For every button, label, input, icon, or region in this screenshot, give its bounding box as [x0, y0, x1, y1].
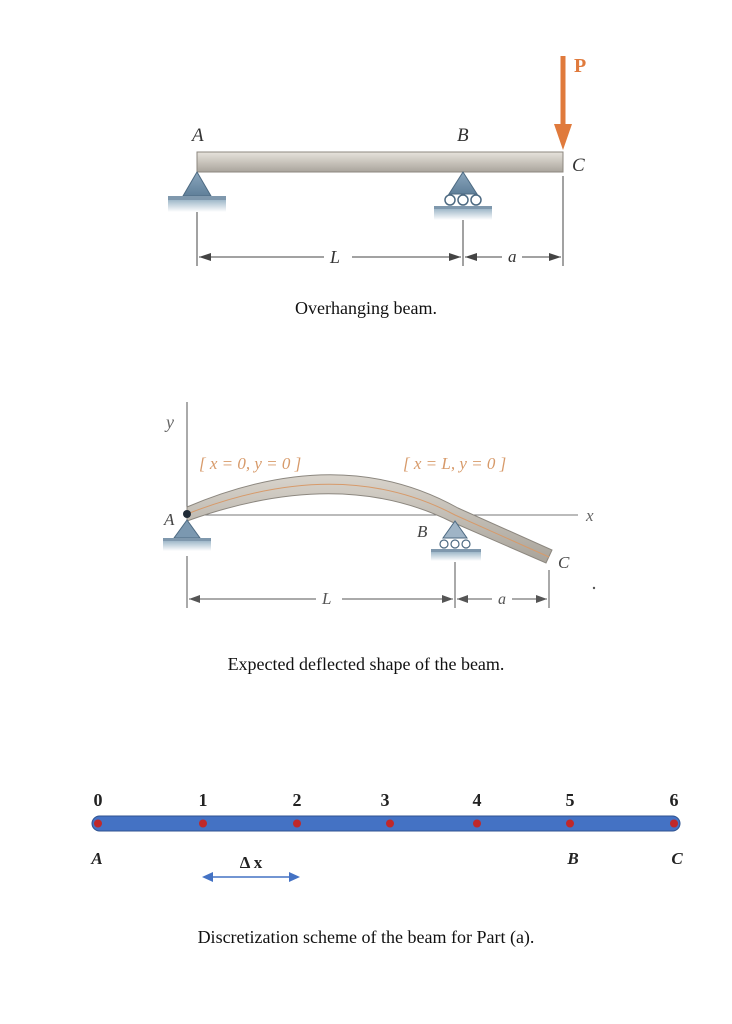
- node-number-5: 5: [565, 790, 575, 810]
- caption-discretization: Discretization scheme of the beam for Part (a).: [197, 927, 535, 947]
- delta-x-arrow: [202, 872, 300, 882]
- figure-deflected-shape: [0, 380, 732, 630]
- delta-x-label: Δ x: [239, 853, 263, 872]
- node-marker-3: [386, 820, 394, 828]
- node-number-0: 0: [93, 790, 103, 810]
- roller-support-b: [434, 172, 492, 220]
- beam-body: [197, 152, 563, 172]
- label-p: P: [574, 55, 587, 77]
- bc-label-b: [ x = L, y = 0 ]: [403, 454, 507, 473]
- bc-label-a: [ x = 0, y = 0 ]: [199, 454, 302, 473]
- label-c: C: [671, 849, 683, 868]
- label-b: B: [417, 522, 428, 541]
- figure-discretization: [0, 770, 732, 910]
- label-a: A: [91, 849, 103, 868]
- label-c: C: [572, 155, 585, 176]
- label-a: A: [164, 510, 175, 529]
- dimension-l: L: [322, 589, 332, 608]
- node-marker-2: [293, 820, 301, 828]
- axis-x-label: x: [586, 506, 594, 525]
- node-marker-1: [199, 820, 207, 828]
- pin-support-a: [168, 172, 226, 212]
- dimension-a: a: [498, 591, 506, 608]
- node-number-2: 2: [292, 790, 302, 810]
- node-marker-5: [566, 820, 574, 828]
- dimension-a: a: [508, 247, 517, 266]
- node-number-4: 4: [472, 790, 482, 810]
- axis-y-label: y: [166, 412, 174, 432]
- deflected-beam: [187, 475, 552, 563]
- label-a: A: [192, 125, 204, 146]
- pin-point-a: [183, 510, 191, 518]
- dimension-l: L: [330, 247, 341, 267]
- dimension-lines: [187, 556, 549, 608]
- node-number-6: 6: [669, 790, 679, 810]
- label-c: C: [558, 553, 570, 572]
- node-number-1: 1: [198, 790, 208, 810]
- label-b: B: [567, 849, 579, 868]
- node-marker-4: [473, 820, 481, 828]
- figure-overhanging-beam: [0, 0, 732, 300]
- load-arrow-p: [554, 56, 572, 150]
- label-b: B: [457, 125, 469, 146]
- caption-deflected-shape: Expected deflected shape of the beam.: [227, 654, 505, 674]
- caption-overhanging-beam: Overhanging beam.: [295, 298, 437, 318]
- stray-dot: [593, 587, 595, 589]
- node-number-3: 3: [380, 790, 390, 810]
- node-marker-0: [94, 820, 102, 828]
- node-marker-6: [670, 820, 678, 828]
